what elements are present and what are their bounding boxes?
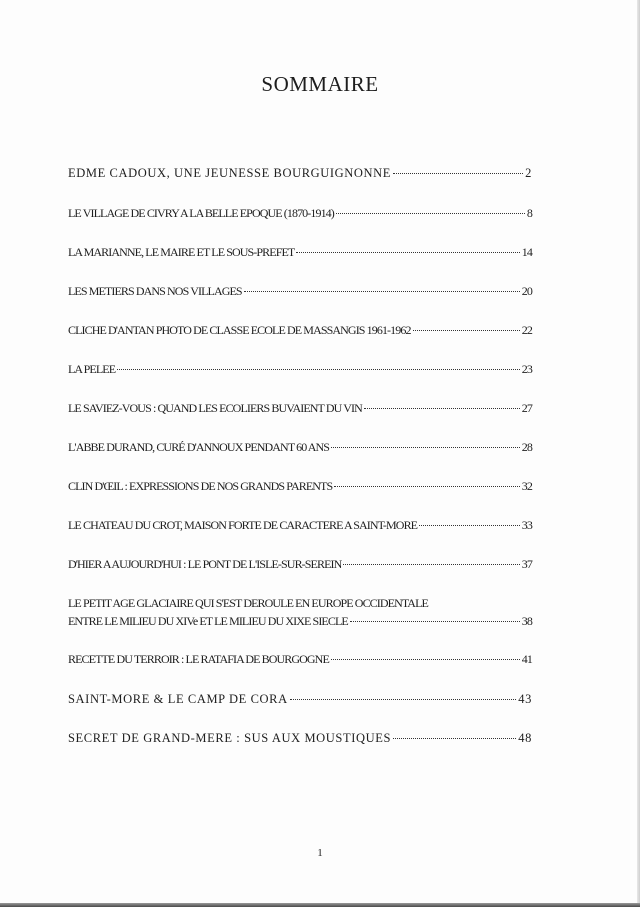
toc-entry-title: RECETTE DU TERROIR : LE RATAFIA DE BOURGOGNE xyxy=(68,652,329,666)
dot-leader xyxy=(296,252,519,253)
dot-leader xyxy=(117,369,520,370)
toc-page-number: 41 xyxy=(521,652,532,666)
dot-leader xyxy=(393,173,523,174)
toc-page-number: 38 xyxy=(521,614,532,628)
toc-page-number: 20 xyxy=(521,284,532,298)
toc-page-number: 22 xyxy=(521,323,532,337)
toc-entry-title: LES METIERS DANS NOS VILLAGES xyxy=(68,284,242,298)
toc-entry xyxy=(68,166,532,181)
page-bottom-edge xyxy=(0,903,640,907)
toc-entry xyxy=(68,362,532,377)
toc-page-number: 37 xyxy=(521,557,532,571)
dot-leader xyxy=(334,486,520,487)
toc-entry-title: LE VILLAGE DE CIVRY A LA BELLE EPOQUE (1870-1914) xyxy=(68,206,334,220)
toc-entry-title: LE SAVIEZ-VOUS : QUAND LES ECOLIERS BUVAIENT DU VIN xyxy=(68,401,362,415)
toc-page-number: 23 xyxy=(521,362,532,376)
toc-page-number: 27 xyxy=(521,401,532,415)
toc-entry-title: SAINT-MORE & LE CAMP DE CORA xyxy=(68,692,288,706)
dot-leader xyxy=(364,408,520,409)
page-title: SOMMAIRE xyxy=(261,72,379,96)
toc-entry-title: LA PELEE xyxy=(68,362,116,376)
dot-leader xyxy=(413,330,520,331)
toc-entry xyxy=(68,206,532,221)
toc-entry-title: EDME CADOUX, UNE JEUNESSE BOURGUIGNONNE xyxy=(68,166,392,180)
dot-leader xyxy=(343,564,519,565)
toc-entry xyxy=(68,731,532,746)
toc-entry-title: CLIN D'ŒIL : EXPRESSIONS DE NOS GRANDS PARENTS xyxy=(68,479,333,493)
toc-entry-title-line1: LE PETIT AGE GLACIAIRE QUI S'EST DEROULE EN EUROPE OCCIDENTALE xyxy=(68,596,428,610)
dot-leader xyxy=(419,525,520,526)
toc-entry xyxy=(68,323,532,338)
toc-entry-title: LA MARIANNE, LE MAIRE ET LE SOUS-PREFET xyxy=(68,245,295,259)
toc-entry-title: L'ABBE DURAND, CURÉ D'ANNOUX PENDANT 60 ANS xyxy=(68,440,330,454)
dot-leader xyxy=(350,621,520,622)
toc-entry-title: LE CHATEAU DU CROT, MAISON FORTE DE CARACTERE A SAINT-MORE xyxy=(68,518,418,532)
toc-page-number: 33 xyxy=(521,518,532,532)
dot-leader xyxy=(331,659,520,660)
dot-leader xyxy=(331,447,520,448)
toc-page-number: 32 xyxy=(521,479,532,493)
toc-entry xyxy=(68,518,532,533)
toc-page-number: 2 xyxy=(525,166,532,180)
page-number: 1 xyxy=(317,847,323,859)
toc-page-number: 8 xyxy=(526,206,532,220)
dot-leader xyxy=(244,291,520,292)
dot-leader xyxy=(290,699,517,700)
toc-entry-title: D'HIER A AUJOURD'HUI : LE PONT DE L'ISLE-SUR-SEREIN xyxy=(68,557,342,571)
toc-entry-title-line2: ENTRE LE MILIEU DU XIVe ET LE MILIEU DU XIXE SIECLE xyxy=(68,614,348,628)
toc-entry-title: CLICHE D'ANTAN PHOTO DE CLASSE ECOLE DE MASSANGIS 1961-1962 xyxy=(68,323,411,337)
toc-entry xyxy=(68,557,532,572)
toc-entry xyxy=(68,284,532,299)
toc-page-number: 28 xyxy=(521,440,532,454)
toc-page-number: 48 xyxy=(518,731,532,745)
toc-entry xyxy=(68,652,532,667)
toc-entry-title: SECRET DE GRAND-MERE : SUS AUX MOUSTIQUES xyxy=(68,731,392,745)
toc-entry xyxy=(68,440,532,455)
toc-entry xyxy=(68,245,532,260)
dot-leader xyxy=(393,738,516,739)
toc-page-number: 43 xyxy=(518,692,532,706)
toc-entry xyxy=(68,692,532,707)
toc-page-number: 14 xyxy=(521,245,532,259)
toc-entry xyxy=(68,401,532,416)
toc-entry xyxy=(68,596,532,629)
toc-entry xyxy=(68,479,532,494)
dot-leader xyxy=(336,213,525,214)
